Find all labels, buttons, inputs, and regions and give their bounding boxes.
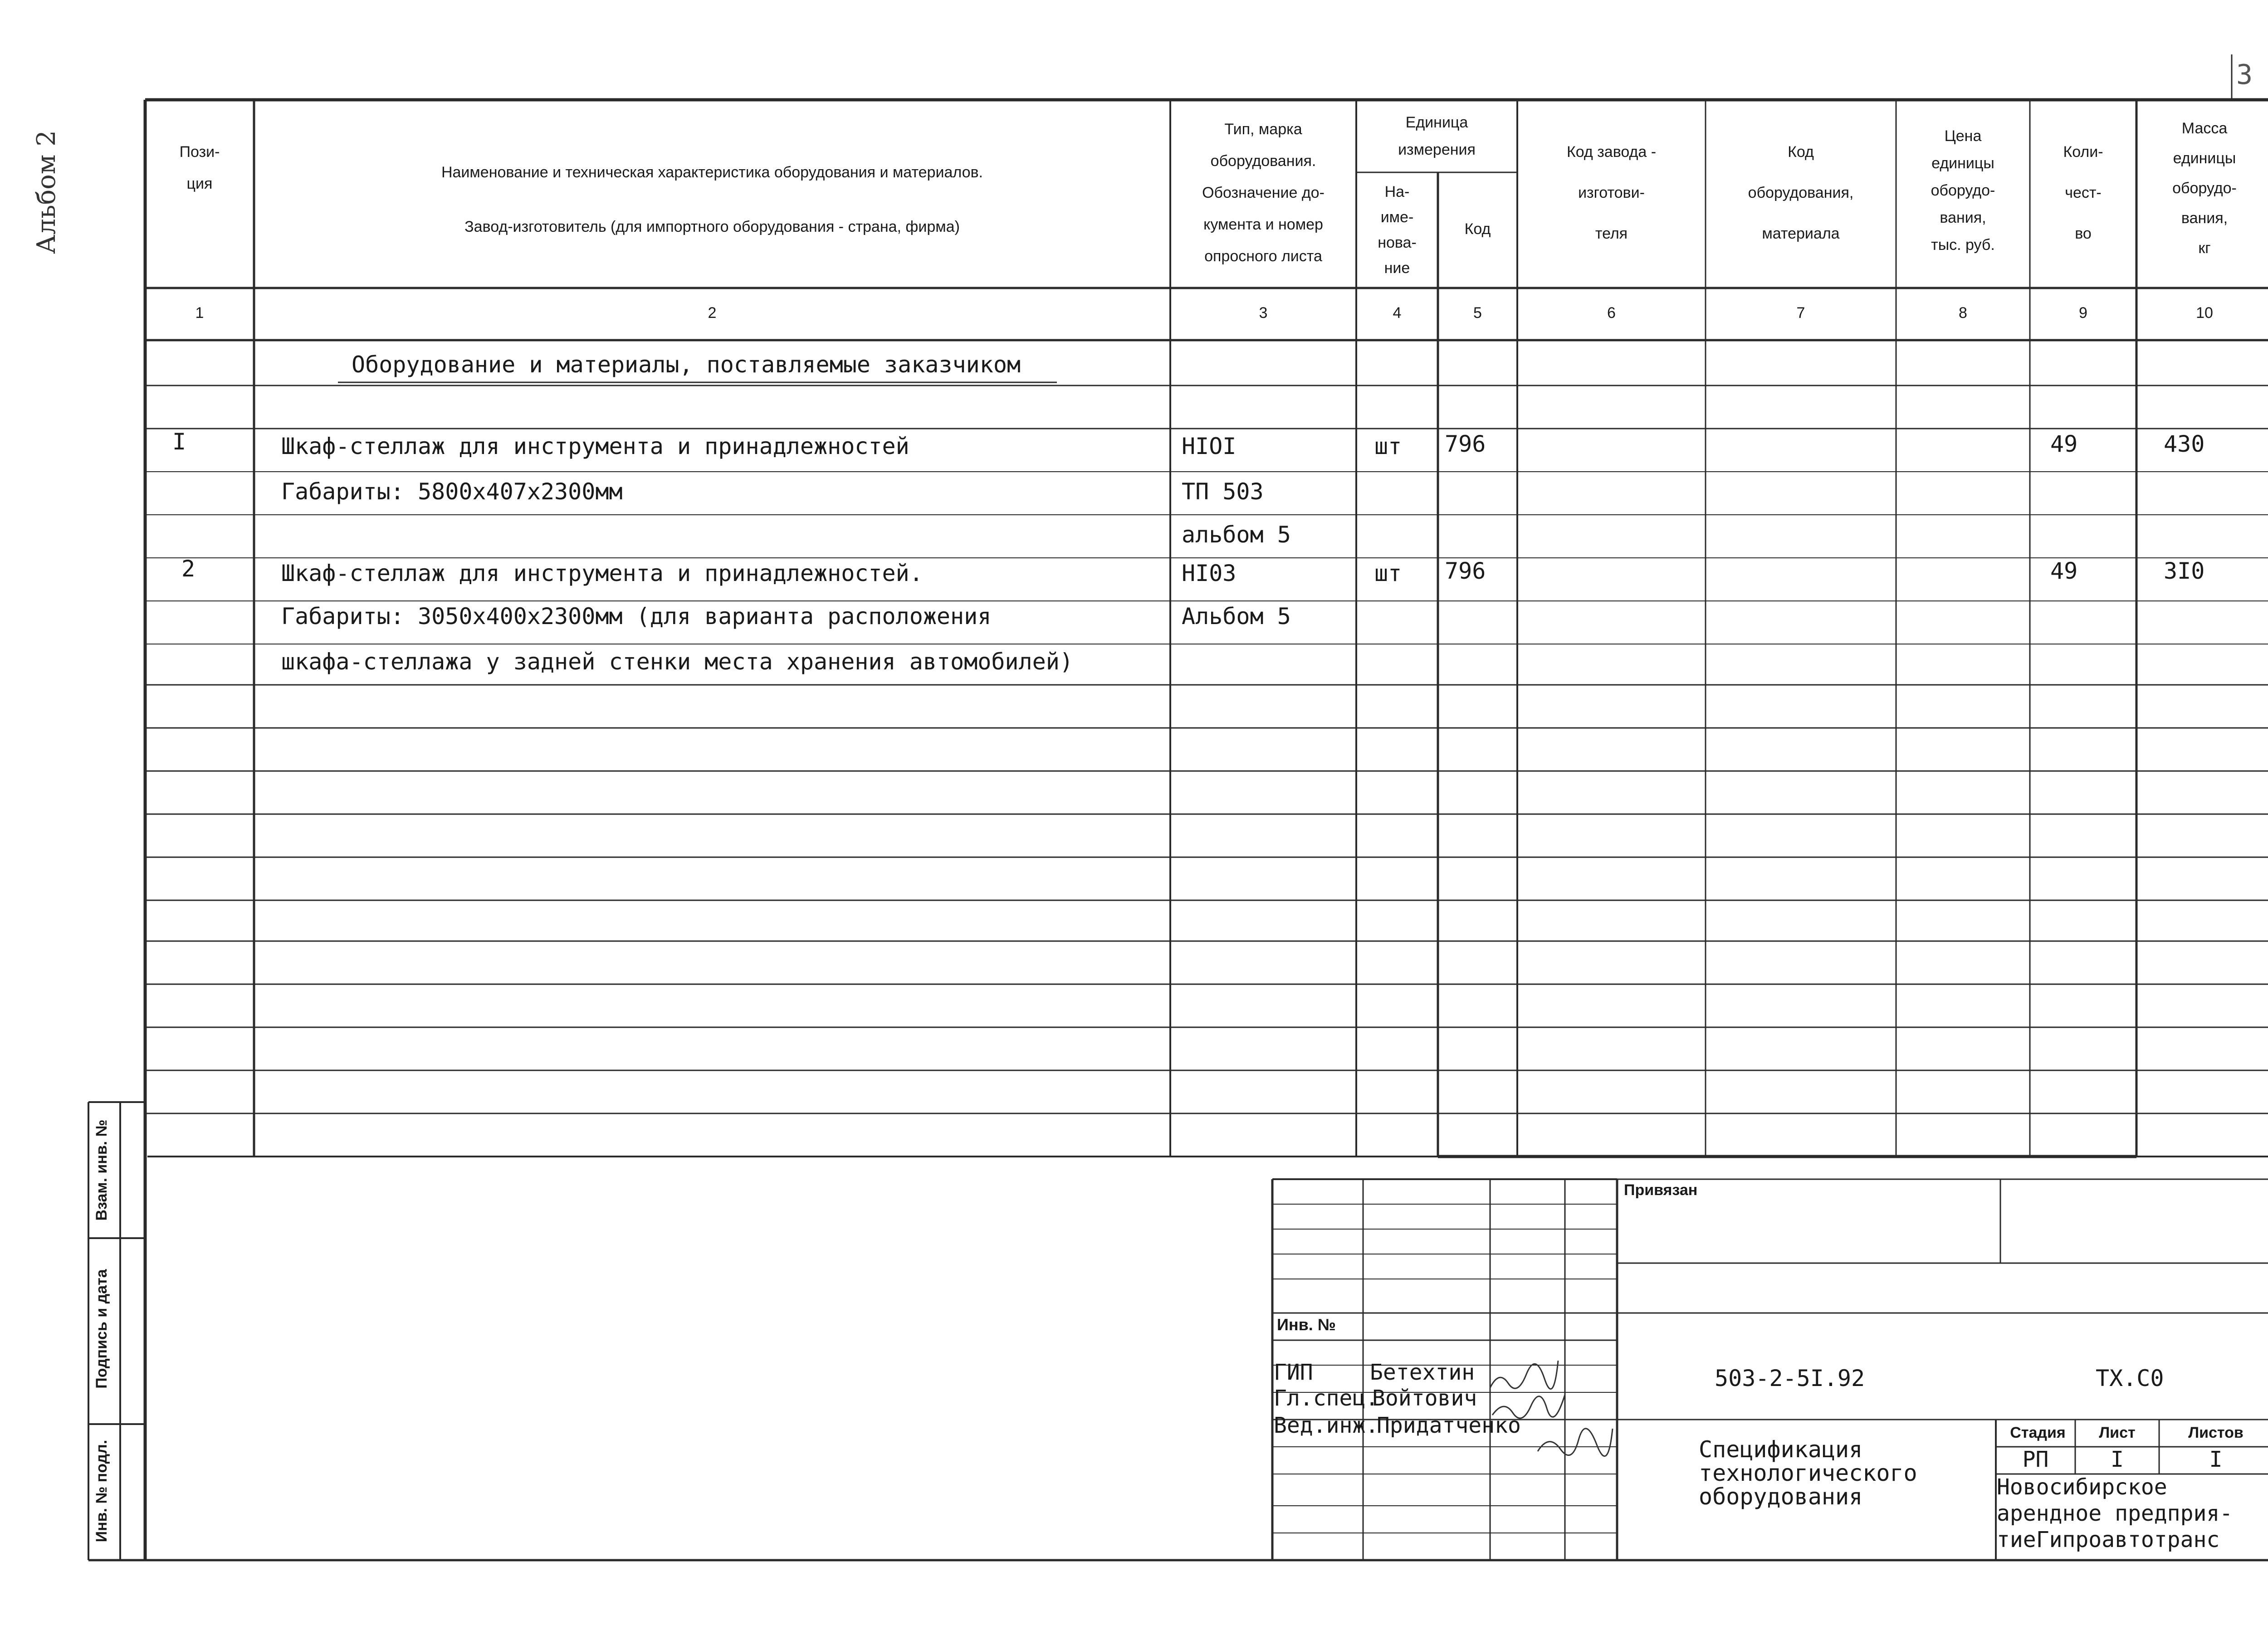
row-name: Габариты: 3050x400x2300мм (для варианта расположения bbox=[281, 603, 992, 630]
privyazan-label: Привязан bbox=[1624, 1181, 1698, 1199]
colnum-9: 9 bbox=[2079, 304, 2087, 322]
header-col2: Наименование и техническая характеристика оборудования и материалов. Завод-изготовитель (для импортного оборудования - страна, фирма) bbox=[441, 164, 983, 235]
role-ved-inzh: Вед.инж. bbox=[1274, 1413, 1379, 1438]
row-unit: шт bbox=[1374, 560, 1402, 586]
header-col5: Код bbox=[1464, 220, 1491, 238]
header-col7: Код оборудования, материала bbox=[1748, 143, 1854, 242]
sheet-label: Лист bbox=[2099, 1424, 2136, 1441]
stamp-vzam-inv: Взам. инв. № bbox=[93, 1119, 110, 1221]
row-code: 796 bbox=[1445, 558, 1486, 584]
row-type: HI03 bbox=[1182, 560, 1237, 586]
header-col6: Код завода - изготови- теля bbox=[1566, 143, 1657, 242]
colnum-5: 5 bbox=[1473, 304, 1482, 322]
row-qty: 49 bbox=[2050, 431, 2078, 457]
sheets-value: I bbox=[2209, 1447, 2223, 1472]
section-title: Оборудование и материалы, поставляемые заказчиком bbox=[352, 351, 1021, 378]
stage-value: РП bbox=[2022, 1447, 2049, 1472]
header-col4: На- име- нова- ние bbox=[1378, 183, 1417, 277]
name-betekhtin: Бетехтин bbox=[1370, 1360, 1475, 1385]
signature-pridatchenko bbox=[1538, 1429, 1613, 1456]
header-col9: Коли- чест- во bbox=[2063, 143, 2103, 242]
header-col10: Масса единицы оборудо- вания, кг bbox=[2172, 120, 2237, 257]
row-type: HIOI bbox=[1182, 433, 1237, 459]
colnum-3: 3 bbox=[1259, 304, 1268, 322]
row-name: шкафа-стеллажа у задней стенки места хранения автомобилей) bbox=[281, 649, 1073, 675]
sheets-label: Листов bbox=[2188, 1424, 2244, 1441]
header-units: Единица измерения bbox=[1398, 114, 1476, 158]
organization: Новосибирское арендное предприя- тиеГипроавтотранс bbox=[1997, 1474, 2233, 1552]
doc-code: 503-2-5I.92 bbox=[1715, 1365, 1865, 1391]
row-type: ТП 503 bbox=[1182, 478, 1264, 505]
colnum-2: 2 bbox=[708, 304, 717, 322]
stage-label: Стадия bbox=[2010, 1424, 2066, 1441]
colnum-6: 6 bbox=[1607, 304, 1616, 322]
row-type: Альбом 5 bbox=[1182, 603, 1291, 630]
name-voitovich: Войтович bbox=[1372, 1386, 1477, 1411]
header-col8: Цена единицы оборудо- вания, тыс. руб. bbox=[1931, 127, 1995, 254]
row-name: Шкаф-стеллаж для инструмента и принадлежностей. bbox=[281, 560, 923, 586]
colnum-8: 8 bbox=[1959, 304, 1967, 322]
doc-mark: ТХ.С0 bbox=[2096, 1365, 2164, 1391]
inv-no-label: Инв. № bbox=[1277, 1315, 1336, 1334]
row-type: альбом 5 bbox=[1182, 522, 1291, 548]
header-col1: Пози- ция bbox=[179, 143, 220, 192]
stamp-inv-podl: Инв. № подл. bbox=[93, 1440, 110, 1542]
sheet-number: 3 bbox=[2236, 59, 2253, 91]
album-label: Альбом 2 bbox=[32, 130, 61, 254]
row-mass: 3I0 bbox=[2164, 558, 2205, 584]
sheet-value: I bbox=[2111, 1447, 2124, 1472]
row-position: I bbox=[172, 429, 186, 455]
role-gl-spec: Гл.спец. bbox=[1274, 1386, 1379, 1411]
role-gip: ГИП bbox=[1274, 1360, 1313, 1385]
colnum-7: 7 bbox=[1796, 304, 1805, 322]
doc-title: Спецификация технологического оборудования bbox=[1699, 1436, 1917, 1510]
row-code: 796 bbox=[1445, 431, 1486, 457]
name-pridatchenko: Придатченко bbox=[1377, 1413, 1521, 1438]
colnum-1: 1 bbox=[195, 304, 204, 322]
row-name: Габариты: 5800x407x2300мм bbox=[281, 478, 623, 505]
header-col3: Тип, марка оборудования. Обозначение до- кумента и номер опросного листа bbox=[1202, 121, 1325, 265]
row-mass: 430 bbox=[2164, 431, 2205, 457]
stamp-podpis-data: Подпись и дата bbox=[93, 1269, 110, 1389]
row-position: 2 bbox=[181, 556, 196, 582]
row-qty: 49 bbox=[2050, 558, 2078, 584]
row-name: Шкаф-стеллаж для инструмента и принадлежностей bbox=[281, 433, 909, 459]
colnum-10: 10 bbox=[2196, 304, 2213, 322]
row-unit: шт bbox=[1374, 433, 1402, 459]
colnum-4: 4 bbox=[1393, 304, 1402, 322]
